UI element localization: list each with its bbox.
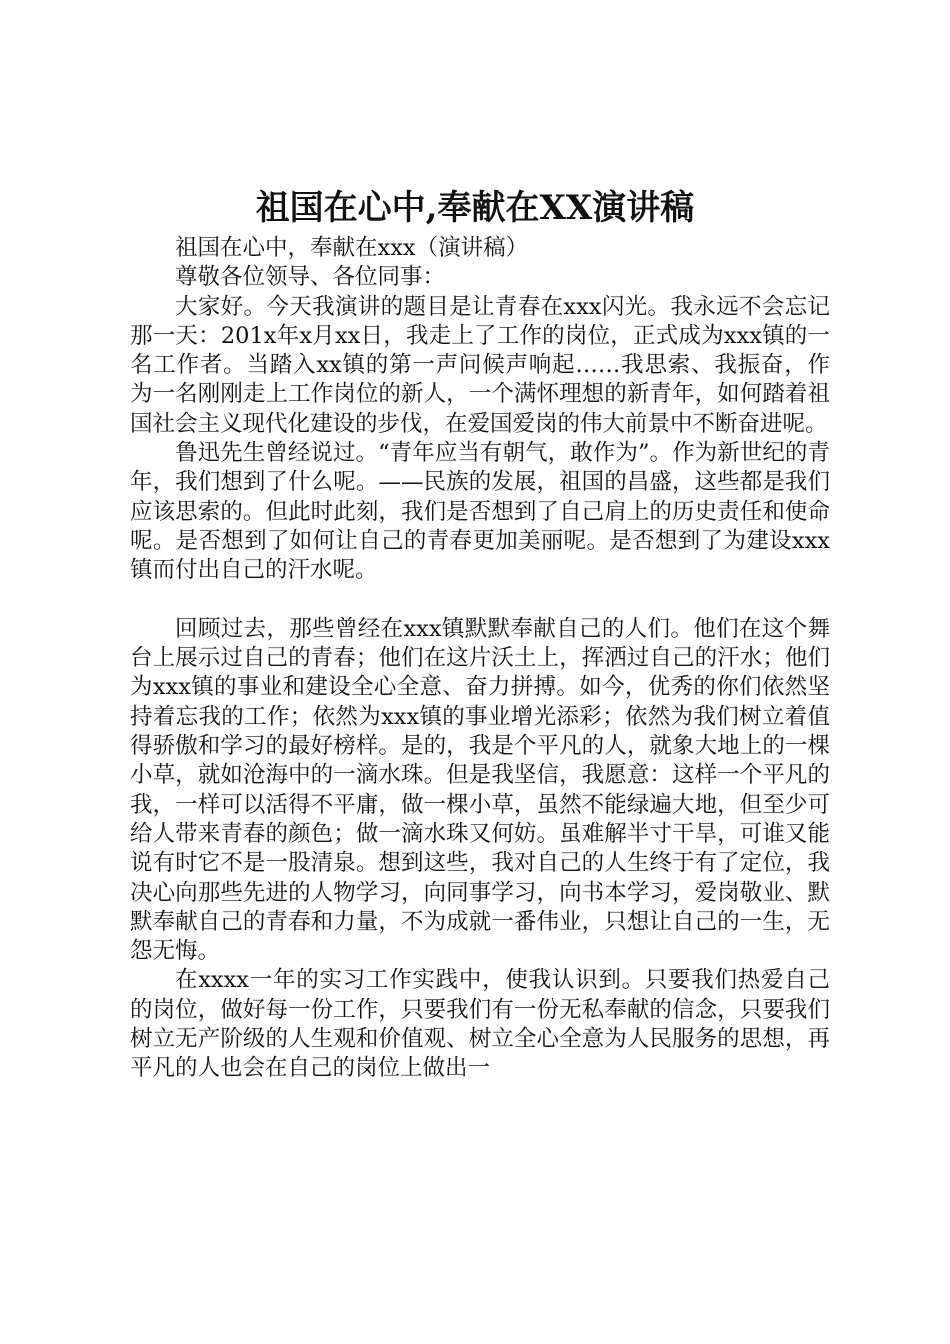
paragraph-internship: 在xxxx一年的实习工作实践中，使我认识到。只要我们热爱自己的岗位，做好每一份工作，只要我们有一份无私奉献的信念，只要我们树立无产阶级的人生观和价值观、树立全心全意为人民服务的思想，再平凡的人也会在自己的岗位上做出一 [130,967,830,1082]
paragraph-luxun-quote: 鲁迅先生曾经说过。“青年应当有朝气，敢作为”。作为新世纪的青年，我们想到了什么呢。——民族的发展，祖国的昌盛，这些都是我们应该思索的。但此时此刻，我们是否想到了自己肩上的历史责任和使命呢。是否想到了如何让自己的青春更加美丽呢。是否想到了为建设xxx镇而付出自己的汗水呢。 [130,440,830,584]
paragraph-subtitle: 祖国在心中，奉献在xxx（演讲稿） [175,235,529,261]
paragraph-intro: 大家好。今天我演讲的题目是让青春在xxx闪光。我永远不会忘记那一天：201x年x月xx日，我走上了工作的岗位，正式成为xxx镇的一名工作者。当踏入xx镇的第一声问候声响起……我思索、我振奋，作为一名刚刚走上工作岗位的新人，一个满怀理想的新青年，如何踏着祖国社会主义现代化建设的步伐，在爱国爱岗的伟大前景中不断奋进呢。 [130,293,830,437]
paragraph-review: 回顾过去，那些曾经在xxx镇默默奉献自己的人们。他们在这个舞台上展示过自己的青春；他们在这片沃土上，挥洒过自己的汗水；他们为xxx镇的事业和建设全心全意、奋力拼搏。如今，优秀的你们依然坚持着忘我的工作；依然为xxx镇的事业增光添彩；依然为我们树立着值得骄傲和学习的最好榜样。是的，我是个平凡的人，就象大地上的一棵小草，就如沧海中的一滴水珠。但是我坚信，我愿意：这样一个平凡的我，一样可以活得不平庸，做一棵小草，虽然不能绿遍大地，但至少可给人带来青春的颜色；做一滴水珠又何妨。虽难解半寸干旱，可谁又能说有时它不是一股清泉。想到这些，我对自己的人生终于有了定位，我决心向那些先进的人物学习，向同事学习，向书本学习，爱岗敬业、默默奉献自己的青春和力量，不为成就一番伟业，只想让自己的一生，无怨无悔。 [130,615,830,965]
document-title: 祖国在心中,奉献在XX演讲稿 [255,188,695,228]
paragraph-blank [130,586,830,615]
paragraph-salutation: 尊敬各位领导、各位同事： [175,264,446,291]
document-body [130,234,830,1084]
